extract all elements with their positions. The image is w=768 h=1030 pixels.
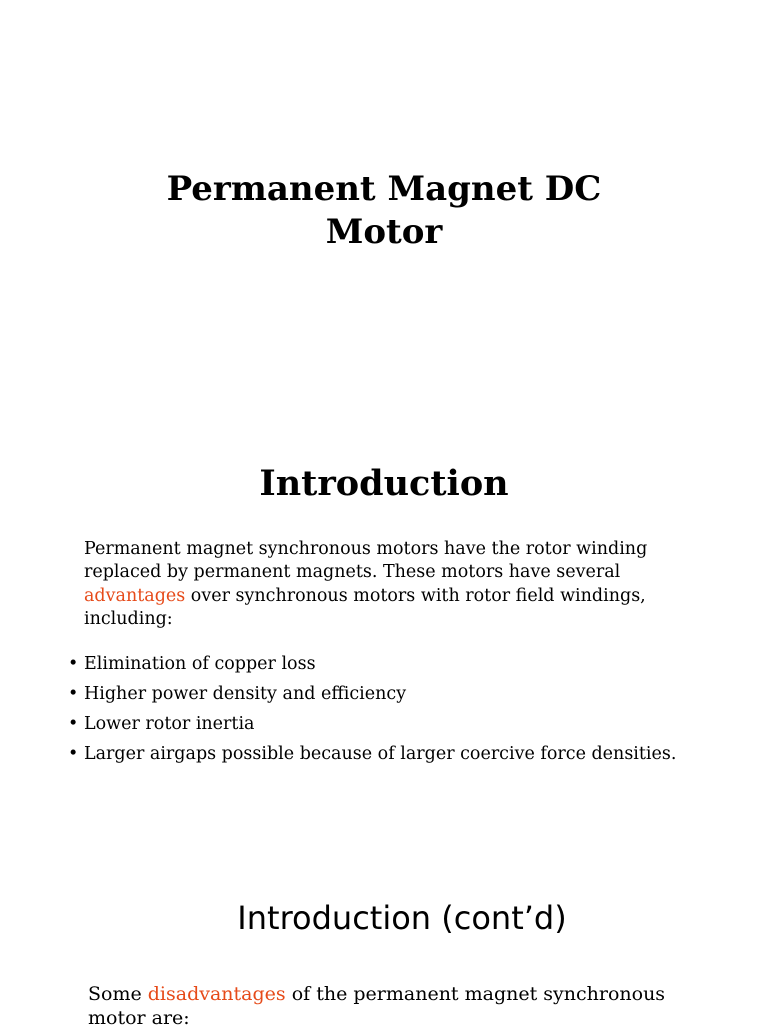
intro-text-end: over synchronous motors with rotor field windings, including: [84,585,646,629]
intro-text-start: Permanent magnet synchronous motors have the rotor winding replaced by permanent magnets. These motors have several [84,539,648,583]
list-item: • Elimination of copper loss [68,654,316,674]
disadvantages-paragraph [88,982,688,1030]
bullet-icon: • [68,684,79,704]
disadvantages-highlight: disadvantages [147,983,286,1005]
title-line-1: Permanent Magnet DC [166,169,602,209]
slide-title-main [0,168,768,254]
disadv-text-start: Some [88,983,148,1005]
bullet-icon: • [68,714,79,734]
bullet-icon: • [68,654,79,674]
list-item: • Higher power density and efficiency [68,684,407,704]
list-item: • Larger airgaps possible because of larger coercive force densities. [68,744,677,764]
introduction-heading: Introduction [259,463,509,504]
title-line-2: Motor [325,212,443,252]
disadv-text-end: of the permanent magnet synchronous motor are: [88,983,666,1029]
advantages-list [68,653,712,773]
list-item: • Lower rotor inertia [68,714,255,734]
advantages-highlight: advantages [84,585,186,606]
introduction-paragraph [84,538,684,631]
introduction-contd-heading: Introduction (cont’d) [237,899,567,937]
bullet-icon: • [68,744,79,764]
